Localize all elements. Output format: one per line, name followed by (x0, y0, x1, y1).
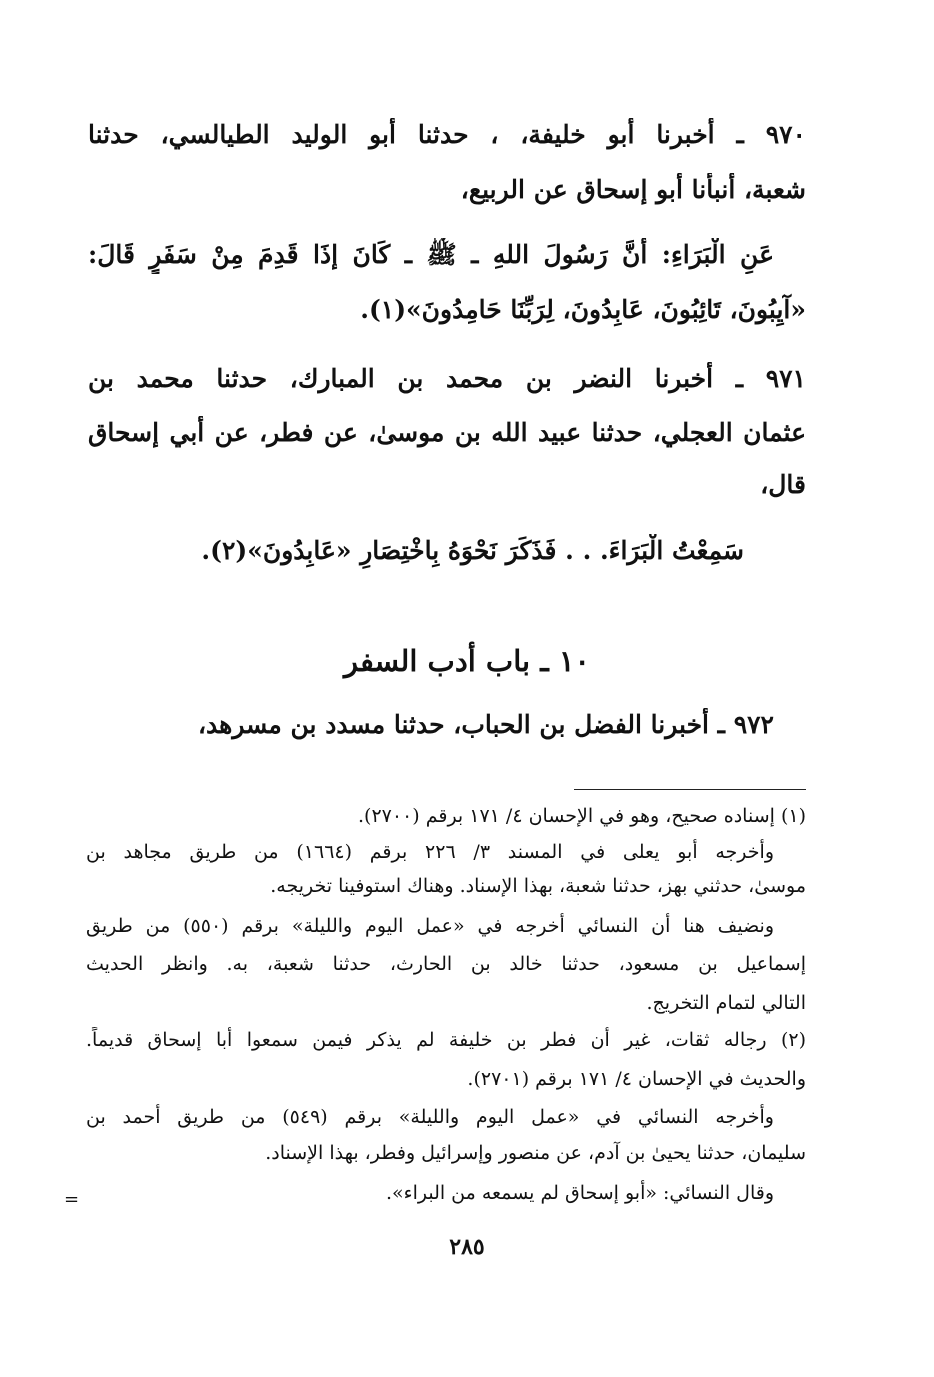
hadith-971-line-3: قال، (760, 470, 806, 499)
hadith-972-line-1: ٩٧٢ ـ أخبرنا الفضل بن الحباب، حدثنا مسدد بن مسرهد، (197, 710, 774, 739)
hadith-971-matn: سَمِعْتُ الْبَرَاءَ. . . فَذَكَرَ نَحْوَهُ بِاخْتِصَارِ «عَابِدُونَ»(٢). (201, 536, 744, 565)
footnote-1-line-5: إسماعيل بن مسعود، حدثنا خالد بن الحارث، حدثنا شعبة، به. وانظر الحديث (86, 953, 806, 975)
continuation-mark: = (64, 1189, 80, 1210)
footnote-separator (574, 789, 806, 790)
page-number: ٢٨٥ (449, 1234, 485, 1260)
footnote-1-line-4: ونضيف هنا أن النسائي أخرجه في «عمل اليوم والليلة» برقم (٥٥٠) من طريق (86, 915, 774, 937)
hadith-971-line-2: عثمان العجلي، حدثنا عبيد الله بن موسىٰ، عن فطر، عن أبي إسحاق (88, 418, 806, 447)
footnote-2-line-5: وقال النسائي: «أبو إسحاق لم يسمعه من البراء». (385, 1182, 774, 1204)
footnote-2-line-4: سليمان، حدثنا يحيىٰ بن آدم، عن منصور وإسرائيل وفطر، بهذا الإسناد. (265, 1142, 806, 1164)
hadith-970-line-1: ٩٧٠ ـ أخبرنا أبو خليفة، ، حدثنا أبو الوليد الطيالسي، حدثنا (88, 120, 806, 149)
footnote-1-line-2: وأخرجه أبو يعلى في المسند ٣/ ٢٢٦ برقم (١٦٦٤) من طريق مجاهد بن (86, 841, 774, 863)
hadith-970-matn-line-1: عَنِ الْبَرَاءِ: أَنَّ رَسُولَ اللهِ ـ ﷺ ـ كَانَ إذَا قَدِمَ مِنْ سَفَرٍ قَالَ: (88, 240, 774, 269)
chapter-heading: ١٠ ـ باب أدب السفر (344, 644, 590, 678)
footnote-1-line-1: (١) إسناده صحيح، وهو في الإحسان ٤/ ١٧١ برقم (٢٧٠٠). (357, 805, 806, 827)
hadith-970-line-2: شعبة، أنبأنا أبو إسحاق عن الربيع، (460, 175, 806, 204)
footnote-2-line-3: وأخرجه النسائي في «عمل اليوم والليلة» برقم (٥٤٩) من طريق أحمد بن (86, 1106, 774, 1128)
footnote-2-line-2: والحديث في الإحسان ٤/ ١٧١ برقم (٢٧٠١). (467, 1068, 806, 1090)
hadith-971-line-1: ٩٧١ ـ أخبرنا النضر بن محمد بن المبارك، حدثنا محمد بن (88, 364, 806, 393)
footnote-1-line-3: موسىٰ، حدثني بهز، حدثنا شعبة، بهذا الإسناد. وهناك استوفينا تخريجه. (270, 875, 806, 897)
footnote-2-line-1: (٢) رجاله ثقات، غير أن فطر بن خليفة لم يذكر فيمن سمعوا أبا إسحاق قديماً. (86, 1029, 806, 1051)
hadith-970-matn-line-2: «آيِبُونَ، تَائِبُونَ، عَابِدُونَ، لِرَبِّنَا حَامِدُونَ»(١). (360, 295, 806, 324)
footnote-1-line-6: التالي لتمام التخريج. (646, 992, 806, 1014)
